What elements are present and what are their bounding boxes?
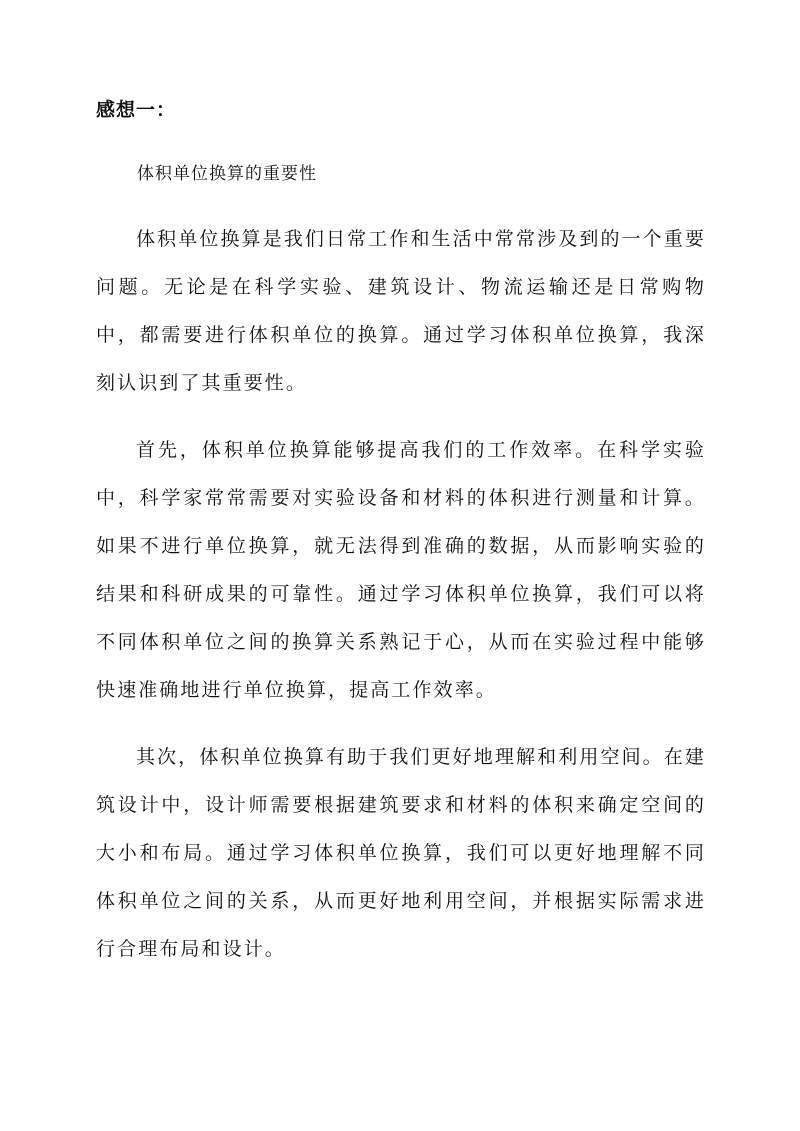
section-heading: 感想一： bbox=[96, 99, 177, 121]
paragraph-space: 其次，体积单位换算有助于我们更好地理解和利用空间。在建筑设计中，设计师需要根据建筑要求和材料的体积来确定空间的大小和布局。通过学习体积单位换算，我们可以更好地理解不同体积单位之间的关系，从而更好地利用空间，并根据实际需求进行合理布局和设计。 bbox=[96, 746, 706, 960]
section-subtitle: 体积单位换算的重要性 bbox=[137, 164, 317, 184]
paragraph-intro: 体积单位换算是我们日常工作和生活中常常涉及到的一个重要问题。无论是在科学实验、建筑设计、物流运输还是日常购物中，都需要进行体积单位的换算。通过学习体积单位换算，我深刻认识到了其重要性。 bbox=[96, 228, 706, 394]
paragraph-efficiency: 首先，体积单位换算能够提高我们的工作效率。在科学实验中，科学家常常需要对实验设备和材料的体积进行测量和计算。如果不进行单位换算，就无法得到准确的数据，从而影响实验的结果和科研成果的可靠性。通过学习体积单位换算，我们可以将不同体积单位之间的换算关系熟记于心，从而在实验过程中能够快速准确地进行单位换算，提高工作效率。 bbox=[96, 439, 706, 701]
